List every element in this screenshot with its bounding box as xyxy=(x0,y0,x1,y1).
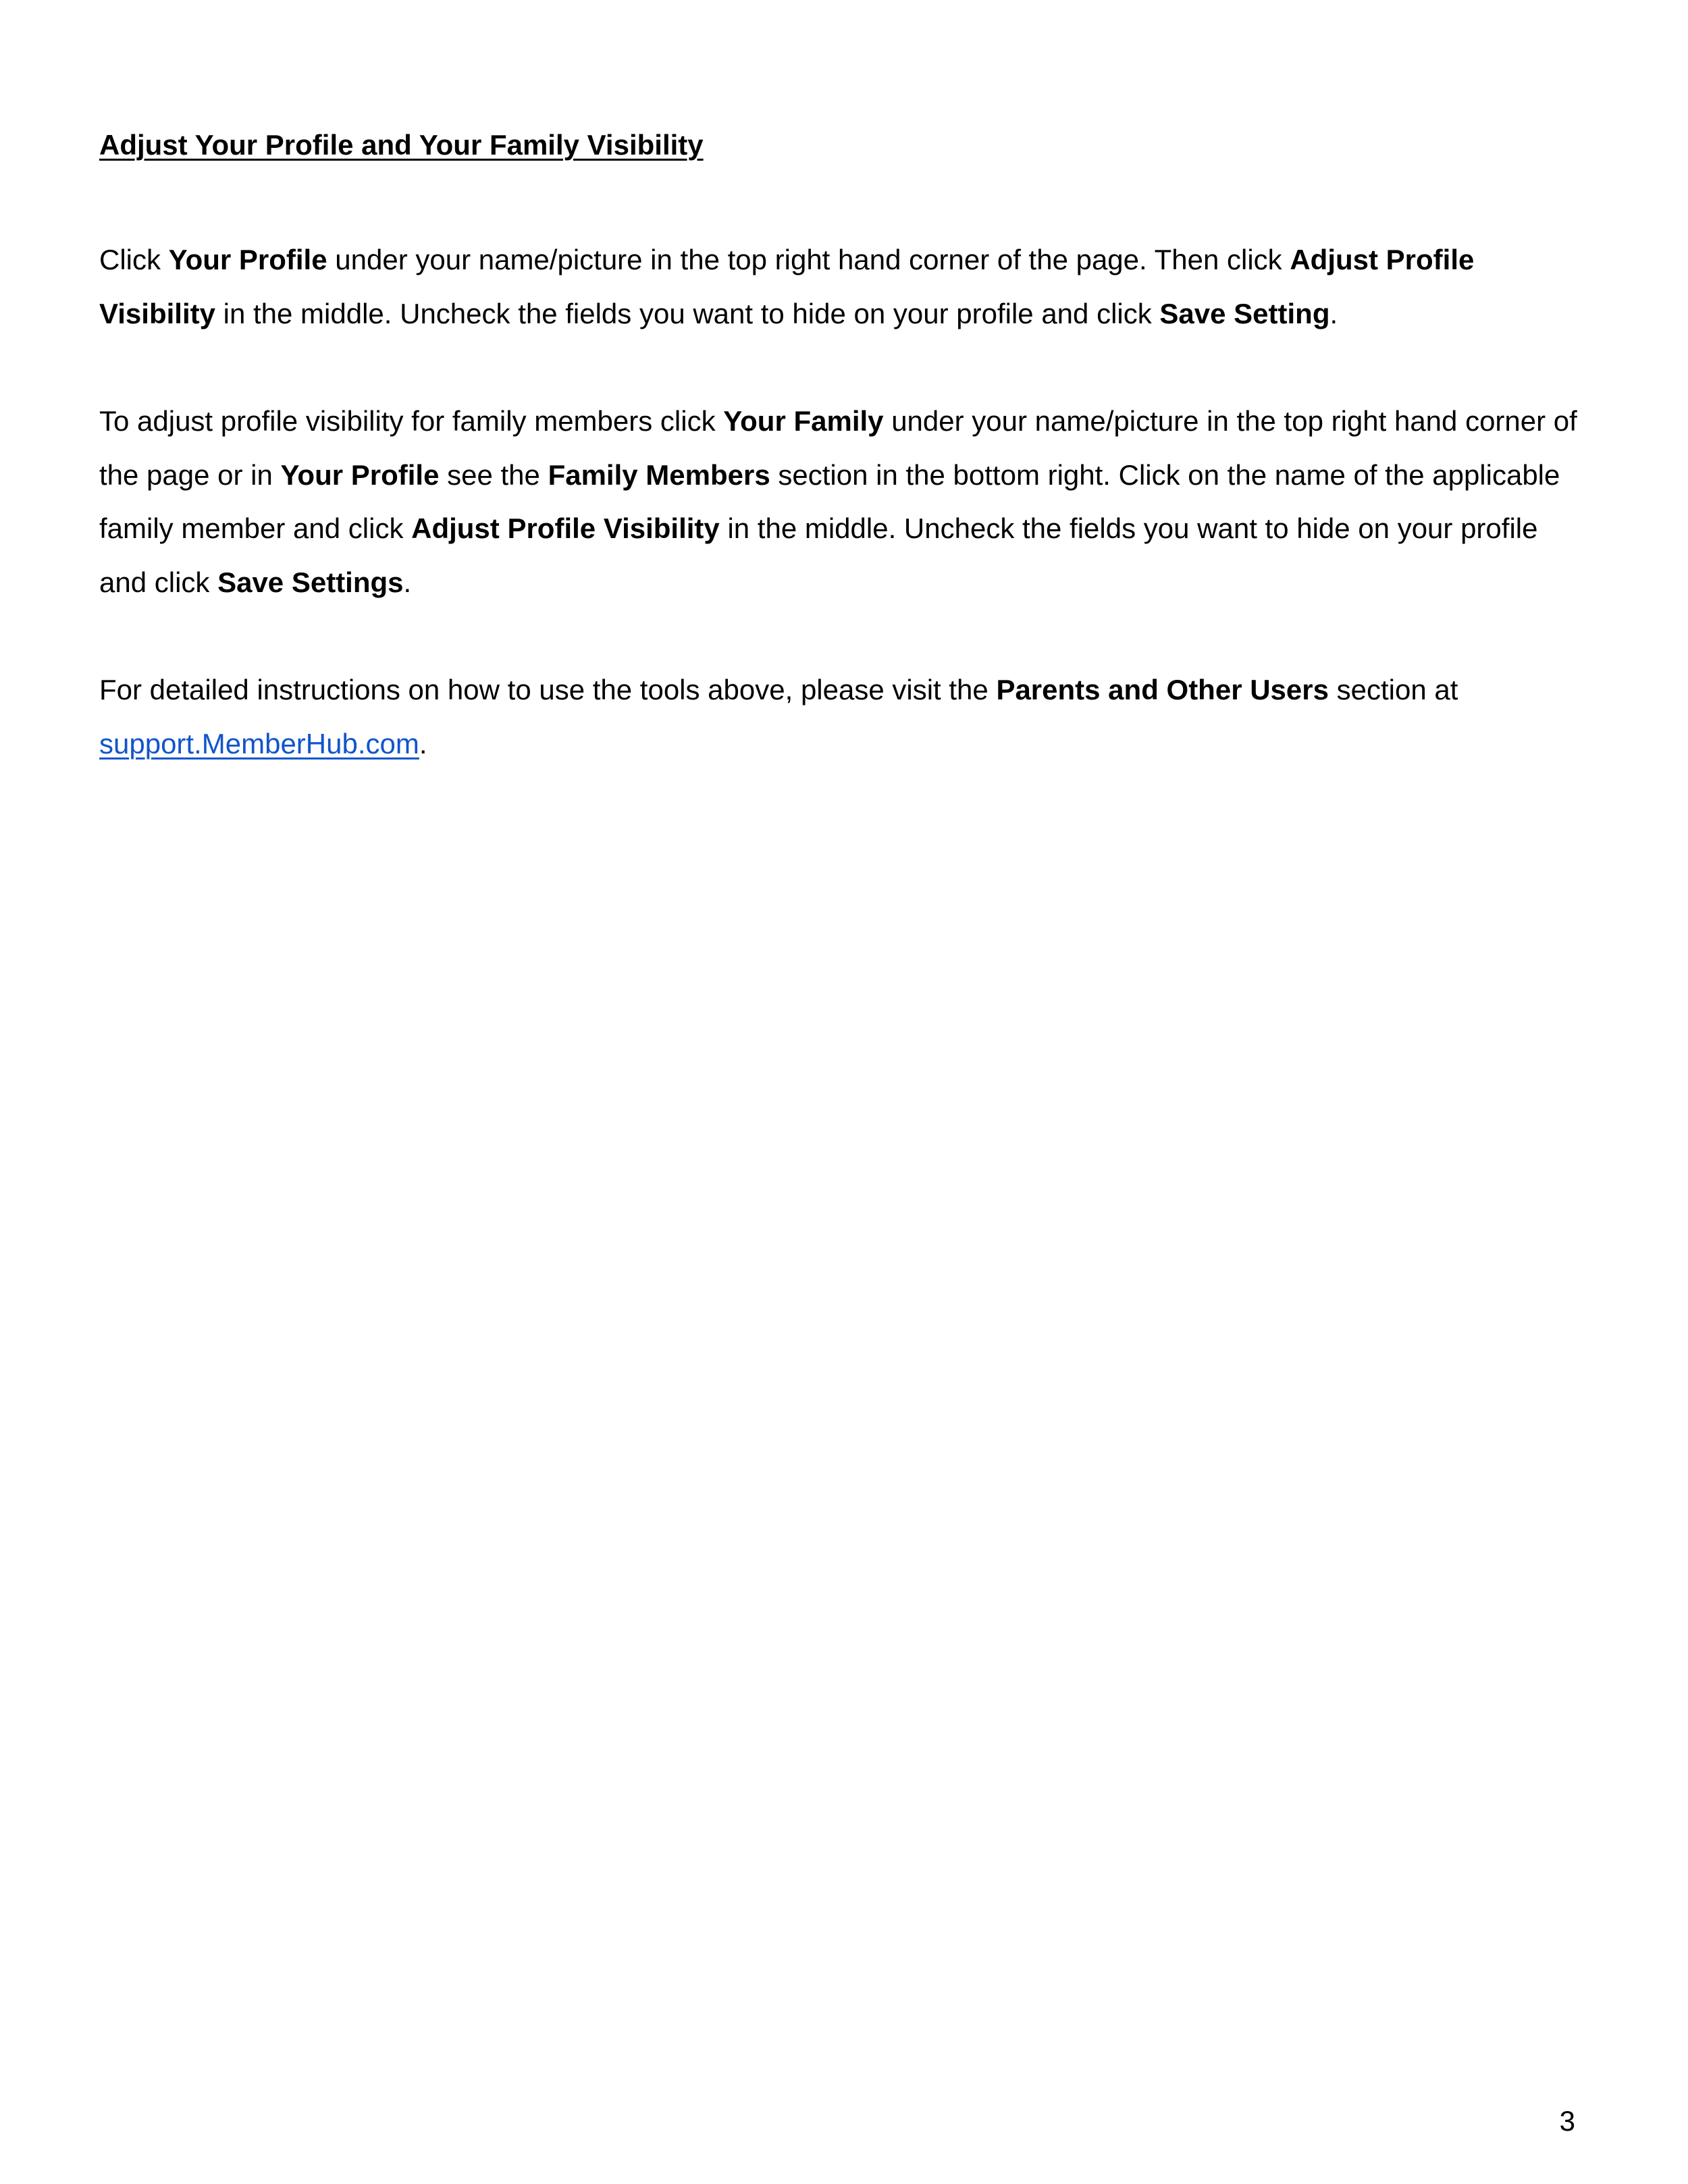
bold-your-profile: Your Profile xyxy=(280,458,440,491)
text-run: . xyxy=(1329,297,1338,329)
bold-adjust-profile-visibility: Adjust Profile Visibility xyxy=(99,244,1475,329)
bold-parents-and-other-users: Parents and Other Users xyxy=(996,674,1329,705)
page-number: 3 xyxy=(1559,2105,1575,2137)
bold-adjust-profile-visibility: Adjust Profile Visibility xyxy=(411,512,720,544)
paragraph-detailed-instructions xyxy=(99,663,1585,770)
text-run: under your name/picture in the top right hand corner of the page. Then click xyxy=(327,244,1290,275)
bold-save-settings: Save Settings xyxy=(217,566,404,598)
text-run: section in the bottom right. Click on the name of the applicable family member and click xyxy=(99,458,1560,544)
text-run: under your name/picture in the top right hand corner of the page or in xyxy=(99,405,1577,491)
bold-your-family: Your Family xyxy=(723,405,884,437)
text-run: in the middle. Uncheck the fields you want to hide on your profile and click xyxy=(215,297,1160,329)
text-run: section at xyxy=(1328,674,1458,705)
text-run: Click xyxy=(99,244,169,275)
bold-your-profile: Your Profile xyxy=(168,244,327,275)
section-heading: Adjust Your Profile and Your Family Visibility xyxy=(99,129,704,161)
bold-save-setting: Save Setting xyxy=(1159,297,1330,329)
text-run: see the xyxy=(439,458,548,491)
text-run: For detailed instructions on how to use the tools above, please visit the xyxy=(99,674,997,705)
document-body xyxy=(99,125,1585,824)
text-run: . xyxy=(403,566,412,598)
bold-family-members: Family Members xyxy=(548,458,770,491)
support-link[interactable]: support.MemberHub.com xyxy=(99,727,419,760)
text-run: in the middle. Uncheck the fields you want to hide on your profile and click xyxy=(99,512,1538,598)
paragraph-your-profile xyxy=(99,233,1585,340)
text-run: . xyxy=(419,727,427,760)
text-run: To adjust profile visibility for family members click xyxy=(99,405,724,437)
paragraph-family-visibility xyxy=(99,394,1585,609)
